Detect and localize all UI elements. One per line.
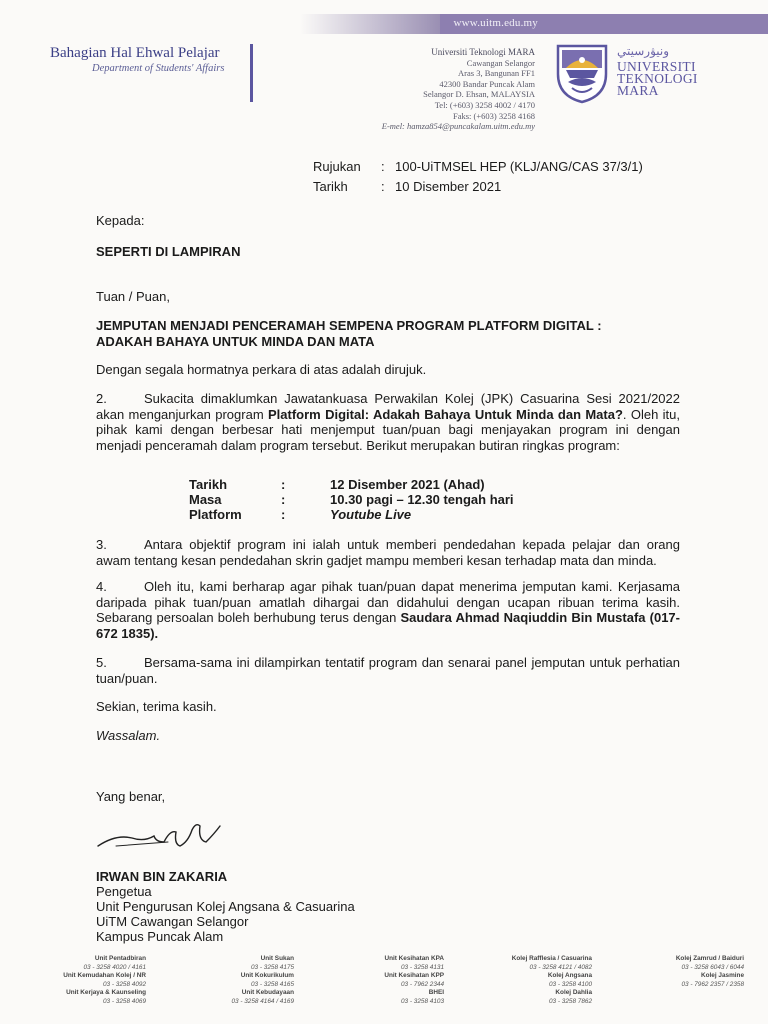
colon: :	[281, 492, 286, 507]
signature-icon	[96, 812, 236, 856]
paragraph-text: Antara objektif program ini ialah untuk memberi pendedahan kepada pelajar dan orang awam tentang kesan pendedahan skrin gadjet mampu memberi kesan terhadap mata dan minda.	[96, 537, 680, 568]
signer-name: IRWAN BIN ZAKARIA	[96, 869, 228, 884]
address-email: E-mel: hamza854@puncakalam.uitm.edu.my	[381, 121, 535, 132]
footer-column	[16, 955, 146, 1007]
paragraph-3	[96, 537, 680, 568]
website-url[interactable]: www.uitm.edu.my	[453, 17, 538, 29]
signer-line: UiTM Cawangan Selangor	[96, 914, 249, 929]
paragraph-number: 4.	[96, 579, 107, 594]
detail-key: Tarikh	[189, 477, 228, 492]
header-divider	[250, 44, 253, 102]
footer-tel: 03 - 3258 4164 / 4169	[231, 997, 294, 1005]
detail-key: Platform	[189, 507, 242, 522]
rujukan-label: Rujukan	[313, 159, 361, 174]
department-subtitle: Department of Students' Affairs	[92, 63, 225, 74]
wordmark-line: MARA	[617, 83, 659, 98]
wassalam: Wassalam.	[96, 728, 161, 743]
footer-tel: 03 - 3258 4092	[103, 980, 146, 988]
footer-tel: 03 - 3258 4069	[103, 997, 146, 1005]
footer-unit: Unit Kemudahan Kolej / NR	[63, 972, 146, 980]
wordmark-line: TEKNOLOGI	[617, 71, 698, 86]
subject	[96, 318, 680, 349]
arabic-script-mark: ﻭﻧﻴﯟﺭﺳﻴﺘﻲ	[617, 44, 670, 58]
uitm-logo-icon	[556, 44, 608, 104]
footer-column	[164, 955, 294, 1007]
footer-unit: Unit Kokurikulum	[240, 972, 294, 980]
address-line: 42300 Bandar Puncak Alam	[439, 78, 535, 89]
footer-tel: 03 - 3258 4131	[401, 963, 444, 971]
footer-tel: 03 - 3258 6043 / 6044	[681, 963, 744, 971]
yang-benar: Yang benar,	[96, 789, 166, 804]
paragraph-1: Dengan segala hormatnya perkara di atas adalah dirujuk.	[96, 362, 427, 377]
contact-person: Saudara Ahmad Naqiuddin Bin Mustafa (017-672 1835).	[96, 610, 680, 641]
signer-line: Pengetua	[96, 884, 152, 899]
paragraph-text: Sukacita dimaklumkan Jawatankuasa Perwakilan Kolej (JPK) Casuarina Sesi 2021/2022 akan menganjurkan program	[96, 391, 680, 422]
tarikh-value: 10 Disember 2021	[395, 179, 502, 194]
footer-unit: Kolej Jasmine	[701, 972, 744, 980]
signer-line: Unit Pengurusan Kolej Angsana & Casuarina	[96, 899, 355, 914]
address-block	[382, 47, 535, 132]
paragraph-2	[96, 391, 680, 453]
paragraph-5	[96, 655, 680, 686]
paragraph-text: Oleh itu, kami berharap agar pihak tuan/puan dapat menerima jemputan kami. Kerjasama daripada pihak tuan/puan amatlah dihargai dan didahului dengan ucapan ribuan terima kasih. Sebarang persoalan boleh berhubung terus dengan	[96, 579, 680, 625]
paragraph-4	[96, 579, 680, 641]
program-title: Platform Digital: Adakah Bahaya Untuk Minda dan Mata?	[268, 406, 623, 422]
footer-tel: 03 - 3258 4175	[251, 963, 294, 971]
footer-tel: 03 - 3258 4100	[549, 980, 592, 988]
address-line: Universiti Teknologi MARA	[431, 47, 535, 57]
salutation: Tuan / Puan,	[96, 289, 170, 304]
department-name: Bahagian Hal Ehwal Pelajar	[50, 45, 220, 61]
signer-line: Kampus Puncak Alam	[96, 929, 224, 944]
footer-column	[314, 955, 444, 1007]
footer-column	[462, 955, 592, 1007]
department-heading	[50, 45, 224, 74]
footer-unit: BHEI	[428, 989, 444, 997]
signature-block	[96, 869, 355, 944]
subject-line: JEMPUTAN MENJADI PENCERAMAH SEMPENA PROGRAM PLATFORM DIGITAL :	[96, 318, 602, 333]
program-details	[189, 477, 514, 522]
header-bar	[300, 14, 768, 34]
footer-unit: Unit Kesihatan KPA	[384, 955, 444, 962]
footer-unit: Unit Kerjaya & Kaunseling	[66, 989, 146, 997]
footer-tel: 03 - 3258 7862	[549, 997, 592, 1005]
footer-tel: 03 - 3258 4121 / 4082	[529, 963, 592, 971]
colon: :	[381, 159, 385, 174]
subject-line: ADAKAH BAHAYA UNTUK MINDA DAN MATA	[96, 333, 375, 349]
footer-tel: 03 - 3258 4020 / 4161	[83, 963, 146, 971]
footer-tel: 03 - 7962 2344	[401, 980, 444, 988]
address-line: Selangor D. Ehsan, MALAYSIA	[423, 89, 535, 100]
paragraph-text: . Oleh itu, pihak kami dengan berbesar hati menjemput tuan/puan bagi menjayakan program ini dengan menjadi penceramah dalam program tersebut. Berikut merupakan butiran ringkas program:	[96, 406, 680, 453]
colon: :	[281, 507, 286, 522]
footer-unit: Kolej Zamrud / Baiduri	[675, 955, 744, 962]
rujukan-value: 100-UiTMSEL HEP (KLJ/ANG/CAS 37/3/1)	[395, 159, 643, 174]
paragraph-text: Bersama-sama ini dilampirkan tentatif program dan senarai panel jemputan untuk perhatian tuan/puan.	[96, 655, 680, 686]
reference-block	[313, 157, 643, 197]
address-line: Faks: (+603) 3258 4168	[453, 110, 535, 121]
paragraph-number: 2.	[96, 391, 107, 406]
detail-value: 12 Disember 2021 (Ahad)	[330, 477, 485, 492]
tarikh-label: Tarikh	[313, 179, 348, 194]
address-line: Tel: (+603) 3258 4002 / 4170	[434, 99, 535, 110]
detail-value: 10.30 pagi – 12.30 tengah hari	[330, 492, 514, 507]
footer-tel: 03 - 7962 2357 / 2358	[681, 980, 744, 988]
detail-value: Youtube Live	[330, 507, 412, 522]
footer-unit: Unit Kebudayaan	[241, 989, 294, 997]
footer-unit: Unit Kesihatan KPP	[384, 972, 444, 980]
footer-unit: Kolej Rafflesia / Casuarina	[511, 955, 592, 962]
uitm-wordmark	[617, 44, 698, 97]
address-line: Aras 3, Bangunan FF1	[458, 68, 535, 79]
closing: Sekian, terima kasih.	[96, 699, 217, 714]
footer-unit: Kolej Dahlia	[555, 989, 592, 997]
recipient: SEPERTI DI LAMPIRAN	[96, 244, 241, 259]
kepada-label: Kepada:	[96, 213, 145, 228]
address-line: Cawangan Selangor	[466, 57, 535, 68]
footer-contacts	[0, 955, 768, 1017]
footer-unit: Unit Sukan	[260, 955, 294, 962]
footer-tel: 03 - 3258 4103	[401, 997, 444, 1005]
colon: :	[281, 477, 286, 492]
footer-tel: 03 - 3258 4165	[251, 980, 294, 988]
wordmark-line: UNIVERSITI	[617, 59, 696, 74]
paragraph-number: 5.	[96, 655, 107, 670]
footer-unit: Kolej Angsana	[547, 972, 592, 980]
footer-unit: Unit Pentadbiran	[94, 955, 146, 962]
detail-key: Masa	[189, 492, 222, 507]
footer-column	[614, 955, 744, 989]
colon: :	[381, 179, 385, 194]
paragraph-number: 3.	[96, 537, 107, 552]
